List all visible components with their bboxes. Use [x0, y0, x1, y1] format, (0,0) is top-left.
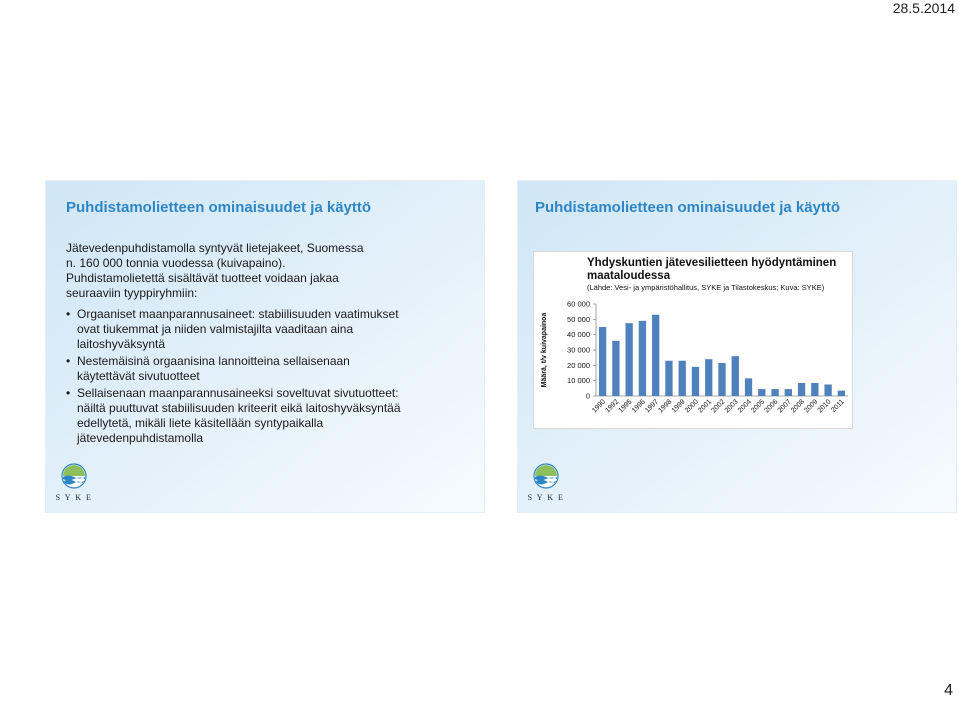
bar [665, 361, 672, 396]
bar [705, 359, 712, 396]
page-date: 28.5.2014 [892, 0, 955, 16]
bar [679, 361, 686, 396]
bar [745, 378, 752, 396]
y-axis-label: Määrä, t/v kuivapainoa [541, 312, 548, 388]
y-tick-label: 10 000 [567, 376, 590, 386]
y-tick-label: 60 000 [567, 299, 590, 309]
chart-source: (Lähde: Vesi- ja ympäristöhallitus, SYKE ja Tilastokeskus; Kuva: SYKE) [587, 283, 825, 292]
syke-emblem-icon [526, 462, 566, 492]
chart-title: Yhdyskuntien jätevesilietteen hyödyntäminen maataloudessa [587, 257, 837, 282]
syke-logo [526, 462, 566, 502]
bullet-item: • Sellaisenaan maanparannusaineeksi soveltuvat sivutuotteet: näiltä puuttuvat stabiilisuuden kriteerit eikä laitoshyväksyntää edellytetä, mikäli liete käsitellään syntypaikalla jätevedenpuhdistamolla [66, 386, 401, 446]
x-tick-label: 1995 [617, 398, 634, 415]
bar [838, 391, 845, 396]
x-tick-label: 2009 [803, 398, 820, 415]
slide-intro: Jätevedenpuhdistamolla syntyvät lietejakeet, Suomessa n. 160 000 tonnia vuodessa (kuivapaino). Puhdistamolietettä sisältävät tuotteet voidaan jakaa seuraaviin tyyppiryhmiin: [66, 241, 364, 300]
x-tick-label: 2004 [736, 398, 753, 415]
page-number: 4 [944, 682, 953, 699]
x-tick-label: 2011 [830, 398, 846, 415]
bar [758, 389, 765, 396]
bar [599, 327, 606, 396]
bar [771, 389, 778, 396]
syke-emblem-icon [54, 462, 94, 492]
x-tick-label: 2008 [790, 398, 806, 415]
slide-left [45, 180, 485, 513]
slide-right [517, 180, 957, 513]
x-tick-label: 1997 [644, 398, 661, 415]
x-tick-label: 2000 [683, 398, 700, 415]
bar [692, 367, 699, 396]
x-tick-label: 2005 [750, 398, 767, 415]
bar [652, 315, 659, 396]
bar [785, 389, 792, 396]
x-tick-label: 2001 [697, 398, 714, 415]
slide-title: Puhdistamolietteen ominaisuudet ja käyttö [66, 199, 372, 216]
bar [718, 363, 725, 396]
bar [732, 356, 739, 396]
syke-logo-text: S Y K E [527, 493, 565, 502]
x-tick-label: 1996 [630, 398, 647, 415]
syke-logo [54, 462, 94, 502]
x-tick-label: 2002 [710, 398, 727, 415]
x-tick-label: 1999 [670, 398, 687, 415]
bullet-list [66, 307, 401, 448]
syke-logo-text: S Y K E [55, 493, 93, 502]
y-tick-label: 0 [585, 391, 590, 401]
bar [612, 341, 619, 396]
chart-container [533, 251, 853, 429]
y-tick-label: 40 000 [567, 330, 590, 340]
bullet-item: • Nestemäisinä orgaanisina lannoitteina sellaisenaan käytettävät sivutuotteet [66, 354, 401, 384]
bar [811, 383, 818, 396]
bar [639, 321, 646, 396]
x-tick-label: 1990 [591, 398, 608, 415]
x-tick-label: 2007 [776, 398, 793, 415]
y-tick-label: 30 000 [567, 345, 590, 355]
x-tick-label: 2010 [816, 398, 833, 415]
bar [798, 383, 805, 396]
y-tick-label: 50 000 [567, 314, 590, 324]
x-tick-label: 2006 [763, 398, 780, 415]
x-tick-label: 2003 [723, 398, 740, 415]
bar [824, 385, 831, 397]
x-tick-label: 1992 [604, 398, 621, 415]
y-tick-label: 20 000 [567, 360, 590, 370]
bar [626, 323, 633, 396]
slide-title: Puhdistamolietteen ominaisuudet ja käyttö [535, 199, 841, 216]
bullet-item: • Orgaaniset maanparannusaineet: stabiilisuuden vaatimukset ovat tiukemmat ja niiden valmistajilta vaaditaan aina laitoshyväksyntä [66, 307, 401, 352]
x-tick-label: 1998 [657, 398, 674, 415]
